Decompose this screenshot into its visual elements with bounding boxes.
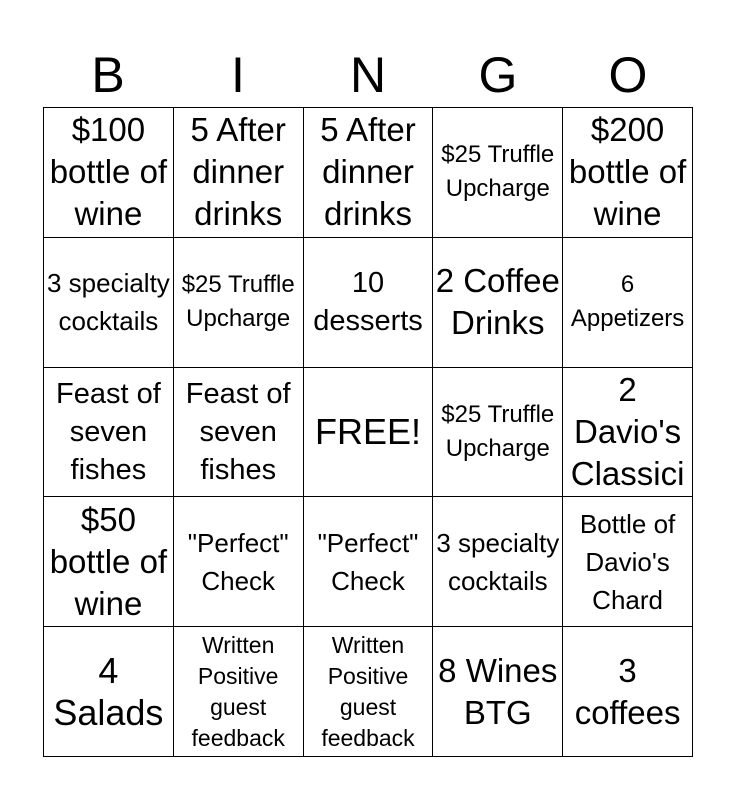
bingo-cell[interactable] (433, 368, 563, 498)
bingo-cell[interactable] (174, 108, 304, 238)
bingo-cell[interactable] (174, 238, 304, 368)
bingo-cell[interactable] (44, 108, 174, 238)
bingo-cell[interactable] (304, 108, 434, 238)
bingo-cell-text: 2 Coffee Drinks (435, 262, 560, 342)
header-letter-o: O (608, 47, 648, 103)
bingo-cell[interactable] (174, 497, 304, 627)
bingo-cell-text: 10 desserts (313, 267, 423, 338)
bingo-cell-free[interactable] (304, 368, 434, 498)
bingo-cell[interactable] (44, 238, 174, 368)
bingo-cell[interactable] (44, 497, 174, 627)
header-letter-i: I (231, 47, 245, 103)
bingo-cell[interactable] (563, 497, 693, 627)
header-letter-g: G (478, 47, 518, 103)
bingo-cell-text: Written Positive guest feedback (191, 631, 285, 751)
bingo-cell[interactable] (563, 108, 693, 238)
bingo-cell[interactable] (563, 238, 693, 368)
bingo-cell-text: Feast of seven fishes (185, 377, 291, 486)
bingo-cell-text: 5 After dinner drinks (190, 111, 286, 233)
bingo-cell[interactable] (304, 497, 434, 627)
bingo-cell-text: $25 Truffle Upcharge (441, 141, 555, 203)
bingo-cell-text: Written Positive guest feedback (321, 631, 415, 751)
bingo-cell[interactable] (433, 238, 563, 368)
bingo-cell-text: $200 bottle of wine (568, 111, 687, 233)
bingo-cell[interactable] (563, 368, 693, 498)
bingo-cell[interactable] (44, 627, 174, 757)
header-letter-b: B (91, 47, 125, 103)
bingo-cell[interactable] (44, 368, 174, 498)
bingo-cell-text: $25 Truffle Upcharge (181, 271, 295, 333)
bingo-cell-text: 6 Appetizers (570, 271, 685, 333)
bingo-cell-text: 3 specialty cocktails (436, 527, 560, 596)
bingo-cell-text: $25 Truffle Upcharge (441, 400, 555, 462)
bingo-cell[interactable] (174, 627, 304, 757)
bingo-cell-text: 8 Wines BTG (438, 651, 558, 731)
bingo-cell-text: Feast of seven fishes (56, 377, 161, 486)
bingo-cell-text: Bottle of Davio's Chard (579, 508, 676, 615)
header-letter-n: N (349, 47, 387, 103)
bingo-cell[interactable] (174, 368, 304, 498)
bingo-cell-text: $50 bottle of wine (49, 500, 168, 622)
bingo-cell-text: 3 specialty cocktails (46, 268, 170, 337)
bingo-cell[interactable] (563, 627, 693, 757)
bingo-cell-text: "Perfect" Check (187, 527, 289, 596)
bingo-cell-text: 5 After dinner drinks (320, 111, 416, 233)
bingo-cell-text: $100 bottle of wine (49, 111, 168, 233)
bingo-grid (43, 107, 693, 757)
bingo-cell[interactable] (433, 627, 563, 757)
bingo-cell-text: 2 Davio's Classici (570, 370, 685, 492)
bingo-cell-text: 4 Salads (53, 649, 164, 733)
bingo-cell-text: 3 coffees (574, 651, 681, 731)
bingo-cell-text: "Perfect" Check (317, 527, 419, 596)
bingo-cell[interactable] (304, 238, 434, 368)
bingo-cell-text: FREE! (314, 410, 421, 452)
bingo-cell[interactable] (304, 627, 434, 757)
bingo-cell[interactable] (433, 108, 563, 238)
bingo-cell[interactable] (433, 497, 563, 627)
bingo-header (43, 44, 693, 106)
